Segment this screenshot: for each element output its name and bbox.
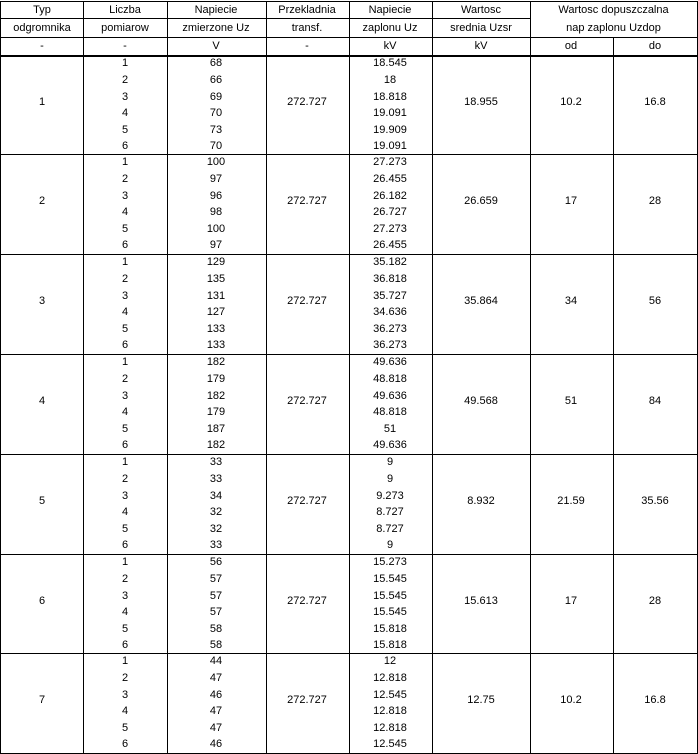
allowed-voltage-to: 28 <box>648 195 662 207</box>
measurement-number: 2 <box>121 672 129 684</box>
ignition-voltage: 27.273 <box>373 223 407 235</box>
measured-voltage: 33 <box>209 539 223 551</box>
measurement-number: 4 <box>121 206 129 218</box>
allowed-voltage-to: 35.56 <box>641 495 669 507</box>
measured-voltage: 57 <box>209 590 223 602</box>
measurement-number: 1 <box>121 456 129 468</box>
header-title-6: Wartosc <box>461 4 501 16</box>
ignition-voltage: 9 <box>386 456 394 468</box>
measured-voltage: 33 <box>209 473 223 485</box>
measurement-number: 3 <box>121 390 129 402</box>
measurement-number: 2 <box>121 573 129 585</box>
measurement-number: 2 <box>121 373 129 385</box>
measured-voltage: 70 <box>209 140 223 152</box>
header-unit-2: - <box>123 40 127 52</box>
allowed-voltage-from: 10.2 <box>560 96 582 108</box>
measurement-number: 3 <box>121 190 129 202</box>
measured-voltage: 97 <box>209 173 223 185</box>
allowed-voltage-to: 16.8 <box>644 96 666 108</box>
measured-voltage: 32 <box>209 523 223 535</box>
ignition-voltage: 26.727 <box>373 206 407 218</box>
measurement-number: 6 <box>121 339 129 351</box>
ignition-voltage: 49.636 <box>373 439 407 451</box>
measured-voltage: 47 <box>209 672 223 684</box>
allowed-voltage-to: 84 <box>648 395 662 407</box>
header-allowed-to: do <box>648 40 662 52</box>
measured-voltage: 182 <box>206 390 226 402</box>
ignition-voltage: 27.273 <box>373 156 407 168</box>
measurement-number: 4 <box>121 606 129 618</box>
allowed-voltage-to: 56 <box>648 295 662 307</box>
ignition-voltage: 12.818 <box>373 722 407 734</box>
measurement-number: 1 <box>121 256 129 268</box>
measurement-number: 5 <box>121 223 129 235</box>
header-title-3: Napiecie <box>194 4 238 16</box>
measured-voltage: 96 <box>209 190 223 202</box>
ignition-voltage: 19.909 <box>373 124 407 136</box>
measured-voltage: 47 <box>209 705 223 717</box>
allowed-voltage-to: 28 <box>648 595 662 607</box>
allowed-voltage-to: 16.8 <box>644 694 666 706</box>
measured-voltage: 58 <box>209 623 223 635</box>
measured-voltage: 98 <box>209 206 223 218</box>
measured-voltage: 73 <box>209 124 223 136</box>
arrester-type: 3 <box>38 295 46 307</box>
transformer-ratio: 272.727 <box>287 694 327 706</box>
ignition-voltage: 36.273 <box>373 323 407 335</box>
measured-voltage: 46 <box>209 738 223 750</box>
measured-voltage: 44 <box>209 655 223 667</box>
measurement-number: 1 <box>121 655 129 667</box>
arrester-type: 1 <box>38 96 46 108</box>
transformer-ratio: 272.727 <box>287 595 327 607</box>
ignition-voltage: 35.182 <box>373 256 407 268</box>
measurement-number: 2 <box>121 173 129 185</box>
ignition-voltage: 36.273 <box>373 339 407 351</box>
measured-voltage: 57 <box>209 573 223 585</box>
header-subtitle-1: odgromnika <box>13 22 71 34</box>
measurement-number: 5 <box>121 124 129 136</box>
ignition-voltage: 8.727 <box>376 523 404 535</box>
measurement-number: 4 <box>121 306 129 318</box>
arrester-type: 5 <box>38 495 46 507</box>
measured-voltage: 100 <box>206 156 226 168</box>
arrester-type: 2 <box>38 195 46 207</box>
average-voltage: 12.75 <box>467 694 495 706</box>
measurement-number: 4 <box>121 406 129 418</box>
ignition-voltage: 49.636 <box>373 390 407 402</box>
ignition-voltage: 15.273 <box>373 556 407 568</box>
measurement-number: 2 <box>121 74 129 86</box>
ignition-voltage: 36.818 <box>373 273 407 285</box>
ignition-voltage: 18.545 <box>373 57 407 69</box>
ignition-voltage: 12.545 <box>373 689 407 701</box>
ignition-voltage: 18 <box>383 74 397 86</box>
header-unit-3: V <box>212 40 220 52</box>
ignition-voltage: 9.273 <box>376 490 404 502</box>
ignition-voltage: 48.818 <box>373 406 407 418</box>
measurement-number: 1 <box>121 156 129 168</box>
ignition-voltage: 34.636 <box>373 306 407 318</box>
measurement-number: 6 <box>121 738 129 750</box>
header-allowed-subtitle: nap zaplonu Uzdop <box>566 22 661 34</box>
ignition-voltage: 26.455 <box>373 173 407 185</box>
header-title-1: Typ <box>33 4 51 16</box>
ignition-voltage: 26.182 <box>373 190 407 202</box>
measurement-number: 6 <box>121 239 129 251</box>
header-row-divider <box>0 18 530 19</box>
measured-voltage: 131 <box>206 290 226 302</box>
measured-voltage: 57 <box>209 606 223 618</box>
measured-voltage: 47 <box>209 722 223 734</box>
allowed-voltage-from: 34 <box>564 295 578 307</box>
measured-voltage: 100 <box>206 223 226 235</box>
ignition-voltage: 9 <box>386 473 394 485</box>
measurement-number: 3 <box>121 590 129 602</box>
ignition-voltage: 48.818 <box>373 373 407 385</box>
measurement-number: 5 <box>121 623 129 635</box>
measurement-number: 5 <box>121 722 129 734</box>
measurement-number: 2 <box>121 473 129 485</box>
measured-voltage: 56 <box>209 556 223 568</box>
measured-voltage: 69 <box>209 91 223 103</box>
ignition-voltage: 15.545 <box>373 590 407 602</box>
allowed-voltage-from: 51 <box>564 395 578 407</box>
measured-voltage: 187 <box>206 423 226 435</box>
average-voltage: 35.864 <box>464 295 498 307</box>
measured-voltage: 179 <box>206 406 226 418</box>
transformer-ratio: 272.727 <box>287 195 327 207</box>
header-subtitle-6: srednia Uzsr <box>450 22 512 34</box>
arrester-type: 6 <box>38 595 46 607</box>
ignition-voltage: 12.818 <box>373 672 407 684</box>
ignition-voltage: 19.091 <box>373 140 407 152</box>
measurement-number: 3 <box>121 91 129 103</box>
ignition-voltage: 26.455 <box>373 239 407 251</box>
measured-voltage: 97 <box>209 239 223 251</box>
allowed-voltage-from: 17 <box>564 195 578 207</box>
measured-voltage: 135 <box>206 273 226 285</box>
ignition-voltage: 15.545 <box>373 573 407 585</box>
transformer-ratio: 272.727 <box>287 96 327 108</box>
measured-voltage: 182 <box>206 356 226 368</box>
measurement-number: 5 <box>121 323 129 335</box>
ignition-voltage: 51 <box>383 423 397 435</box>
average-voltage: 18.955 <box>464 96 498 108</box>
measured-voltage: 66 <box>209 74 223 86</box>
average-voltage: 26.659 <box>464 195 498 207</box>
measurement-number: 1 <box>121 356 129 368</box>
measured-voltage: 133 <box>206 323 226 335</box>
header-subtitle-4: transf. <box>291 22 323 34</box>
ignition-voltage: 19.091 <box>373 107 407 119</box>
measured-voltage: 46 <box>209 689 223 701</box>
measured-voltage: 127 <box>206 306 226 318</box>
ignition-voltage: 12.818 <box>373 705 407 717</box>
allowed-voltage-from: 10.2 <box>560 694 582 706</box>
header-unit-5: kV <box>383 40 397 52</box>
ignition-voltage: 12 <box>383 655 397 667</box>
measurement-number: 1 <box>121 556 129 568</box>
measured-voltage: 129 <box>206 256 226 268</box>
allowed-voltage-from: 17 <box>564 595 578 607</box>
measurement-number: 5 <box>121 423 129 435</box>
measured-voltage: 68 <box>209 57 223 69</box>
column-divider <box>530 1 531 754</box>
measurement-number: 6 <box>121 439 129 451</box>
header-subtitle-3: zmierzone Uz <box>182 22 250 34</box>
measured-voltage: 32 <box>209 506 223 518</box>
header-unit-4: - <box>305 40 309 52</box>
measurement-number: 1 <box>121 57 129 69</box>
measurement-number: 3 <box>121 490 129 502</box>
measurement-number: 6 <box>121 140 129 152</box>
ignition-voltage: 15.818 <box>373 623 407 635</box>
arrester-type: 4 <box>38 395 46 407</box>
header-subtitle-2: pomiarow <box>101 22 149 34</box>
header-allowed-title: Wartosc dopuszczalna <box>558 4 669 16</box>
header-title-5: Napiecie <box>368 4 412 16</box>
measured-voltage: 70 <box>209 107 223 119</box>
measured-voltage: 182 <box>206 439 226 451</box>
average-voltage: 15.613 <box>464 595 498 607</box>
transformer-ratio: 272.727 <box>287 295 327 307</box>
transformer-ratio: 272.727 <box>287 395 327 407</box>
ignition-voltage: 49.636 <box>373 356 407 368</box>
measured-voltage: 34 <box>209 490 223 502</box>
header-title-4: Przekladnia <box>278 4 336 16</box>
measurement-number: 3 <box>121 689 129 701</box>
header-subtitle-5: zaplonu Uz <box>362 22 418 34</box>
measurement-number: 4 <box>121 107 129 119</box>
ignition-voltage: 12.545 <box>373 738 407 750</box>
measurement-number: 4 <box>121 506 129 518</box>
measured-voltage: 133 <box>206 339 226 351</box>
ignition-voltage: 15.818 <box>373 639 407 651</box>
measurement-number: 6 <box>121 639 129 651</box>
allowed-voltage-from: 21.59 <box>557 495 585 507</box>
arrester-type: 7 <box>38 694 46 706</box>
header-title-2: Liczba <box>109 4 141 16</box>
transformer-ratio: 272.727 <box>287 495 327 507</box>
ignition-voltage: 9 <box>386 539 394 551</box>
measurement-number: 2 <box>121 273 129 285</box>
measured-voltage: 179 <box>206 373 226 385</box>
header-unit-1: - <box>40 40 44 52</box>
measured-voltage: 33 <box>209 456 223 468</box>
average-voltage: 8.932 <box>467 495 495 507</box>
measurement-number: 6 <box>121 539 129 551</box>
ignition-voltage: 18.818 <box>373 91 407 103</box>
measurement-number: 4 <box>121 705 129 717</box>
measured-voltage: 58 <box>209 639 223 651</box>
header-allowed-from: od <box>564 40 578 52</box>
ignition-voltage: 8.727 <box>376 506 404 518</box>
measurement-number: 3 <box>121 290 129 302</box>
column-divider <box>0 1 1 754</box>
average-voltage: 49.568 <box>464 395 498 407</box>
ignition-voltage: 15.545 <box>373 606 407 618</box>
header-unit-6: kV <box>474 40 488 52</box>
ignition-voltage: 35.727 <box>373 290 407 302</box>
measurement-number: 5 <box>121 523 129 535</box>
